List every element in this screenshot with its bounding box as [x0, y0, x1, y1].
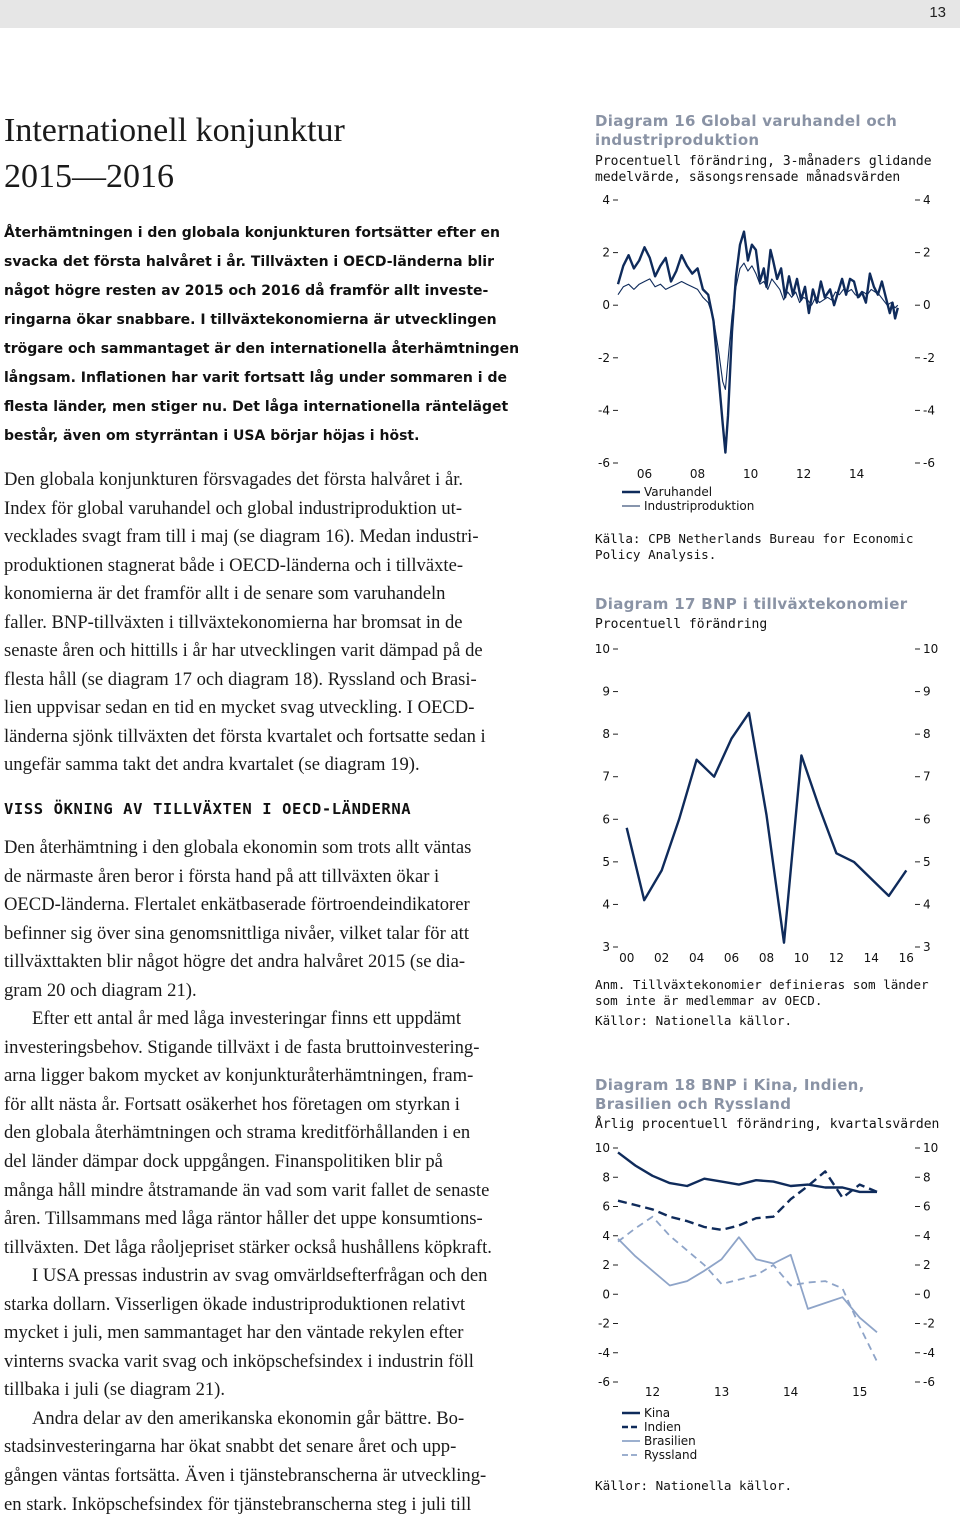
lead-line: Återhämtningen i den globala konjunkturen fortsätter efter en — [4, 225, 500, 241]
note-line: som inte är medlemmar av OECD. — [595, 993, 823, 1008]
source-line: Policy Analysis. — [595, 547, 717, 562]
y-tick-label-left: 10 — [594, 642, 610, 656]
x-tick-label: 14 — [849, 467, 865, 481]
source-line: Källa: CPB Netherlands Bureau for Economic — [595, 531, 914, 546]
section-heading: VISS ÖKNING AV TILLVÄXTEN I OECD-LÄNDERNA — [4, 800, 412, 818]
legend-label: Kina — [644, 1406, 671, 1420]
body-line: konomierna är det framför allt i de senare som varuhandeln — [4, 583, 446, 604]
title-line: Internationell konjunktur — [4, 112, 345, 149]
y-tick-label-left: 4 — [602, 1228, 610, 1243]
body-line: faller. BNP-tillväxten i tillväxtekonomierna har bromsat in de — [4, 611, 463, 633]
diagram-subtitle-line: Årlig procentuell förändring, kvartalsvärden — [595, 1117, 940, 1132]
y-tick-label-right: 5 — [923, 854, 931, 869]
y-tick-label-right: 8 — [923, 1170, 931, 1185]
body-line: Den återhämtning i den globala ekonomin som trots allt väntas — [4, 837, 472, 858]
y-tick-label-right: -4 — [923, 1345, 935, 1360]
body-line: tillväxten. Det låga råoljepriset stärker också hushållens köpkraft. — [4, 1236, 492, 1258]
y-tick-label-left: 10 — [594, 1141, 610, 1155]
body-line: arna ligger bakom mycket av konjunkturåterhämtningen, fram- — [4, 1065, 474, 1087]
legend-label: Indien — [644, 1420, 682, 1434]
y-tick-label-left: -4 — [598, 1345, 610, 1360]
body-line: senaste åren och hittills i år har utvecklingen varit dämpad på de — [4, 640, 483, 661]
body-line: för allt nästa år. Fortsatt osäkerhet hos företagen om styrkan i — [4, 1093, 460, 1115]
x-tick-label: 08 — [689, 467, 706, 481]
y-tick-label-right: -2 — [923, 350, 935, 365]
x-tick-label: 10 — [793, 951, 810, 965]
y-tick-label-right: 9 — [923, 684, 931, 699]
body-line: flesta håll (se diagram 17 och diagram 18). Ryssland och Brasi- — [4, 668, 477, 690]
legend-label: Ryssland — [644, 1448, 698, 1462]
body-line: många håll mindre åtstramande än vad som varit fallet de senaste — [4, 1179, 490, 1201]
diagram-subtitle-line: Procentuell förändring, 3-månaders glidande — [595, 154, 932, 169]
page-number: 13 — [929, 4, 946, 21]
legend-label: Brasilien — [644, 1434, 696, 1448]
y-tick-label-right: 0 — [923, 298, 931, 313]
x-tick-label: 00 — [619, 951, 635, 965]
y-tick-label-right: -6 — [923, 456, 935, 470]
body-line: en stark. Inköpschefsindex för tjänstebranscherna steg i juli till — [4, 1493, 472, 1515]
diagram-subtitle-line: Procentuell förändring — [595, 617, 768, 632]
lead-line: består, även om styrräntan i USA börjar höjas i höst. — [4, 428, 420, 444]
body-line: länderna sjönk tillväxten det första kvartalet och fortsatte sedan i — [4, 725, 486, 747]
x-tick-label: 02 — [654, 951, 670, 965]
y-tick-label-left: -6 — [598, 1375, 610, 1389]
y-tick-label-left: -2 — [598, 350, 610, 365]
body-line: gram 20 och diagram 21). — [4, 979, 197, 1001]
body-line: gången väntas fortsätta. Även i tjänstebranscherna är utveckling- — [4, 1465, 487, 1487]
y-tick-label-right: 4 — [923, 1228, 931, 1243]
y-tick-label-left: -6 — [598, 456, 610, 470]
body-line: tillbaka i juli (se diagram 21). — [4, 1379, 226, 1401]
diagram-title-line: Brasilien och Ryssland — [595, 1095, 792, 1113]
body-line: I USA pressas industrin av svag omvärldsefterfrågan och den — [32, 1265, 488, 1287]
y-tick-label-left: 9 — [602, 684, 610, 699]
body-line: vinterns svacka varit svag och inköpschefsindex i industrin föll — [4, 1350, 474, 1372]
lead-line: ringarna ökar snabbare. I tillväxtekonomierna är utvecklingen — [4, 312, 497, 328]
body-line: investeringsbehov. Stigande tillväxt i de fasta bruttoinvestering- — [4, 1036, 480, 1058]
x-tick-label: 04 — [688, 951, 705, 965]
y-tick-label-right: -2 — [923, 1316, 935, 1331]
body-line: Den globala konjunkturen försvagades det första halvåret i år. — [4, 469, 464, 490]
y-tick-label-right: -4 — [923, 403, 935, 418]
x-tick-label: 16 — [898, 951, 914, 965]
source-line: Källor: Nationella källor. — [595, 1013, 793, 1028]
title-line: 2015—2016 — [4, 158, 174, 195]
y-tick-label-right: 4 — [923, 193, 931, 207]
x-tick-label: 12 — [828, 951, 845, 965]
body-line: lien uppvisar sedan en tid en mycket svag utveckling. I OECD- — [4, 697, 475, 718]
source-line: Källor: Nationella källor. — [595, 1478, 793, 1493]
y-tick-label-right: 0 — [923, 1287, 931, 1302]
body-line: Efter ett antal år med låga investeringar finns ett uppdämt — [32, 1008, 462, 1030]
y-tick-label-left: 4 — [602, 897, 610, 912]
y-tick-label-right: -6 — [923, 1375, 935, 1389]
body-line: de närmaste åren beror i första hand på att tillväxten ökar i — [4, 865, 440, 887]
y-tick-label-right: 10 — [923, 1141, 939, 1155]
y-tick-label-right: 3 — [923, 940, 931, 954]
y-tick-label-right: 7 — [923, 769, 931, 784]
y-tick-label-left: 2 — [602, 1258, 610, 1272]
body-line: Index för global varuhandel och global industriproduktion ut- — [4, 497, 463, 519]
y-tick-label-right: 6 — [923, 1199, 931, 1214]
series-line-brasilien — [618, 1237, 877, 1332]
diagram-subtitle-line: medelvärde, säsongsrensade månadsvärden — [595, 170, 901, 185]
diagram-title-line: Diagram 17 BNP i tillväxtekonomier — [595, 595, 908, 613]
body-line: Andra delar av den amerikanska ekonomin går bättre. Bo- — [32, 1407, 465, 1429]
x-tick-label: 08 — [758, 951, 775, 965]
note-line: Anm. Tillväxtekonomier definieras som länder — [595, 977, 929, 992]
y-tick-label-left: 7 — [602, 769, 610, 784]
y-tick-label-left: 0 — [602, 1287, 610, 1302]
lead-line: svacka det första halvåret i år. Tillväxten i OECD-länderna blir — [4, 254, 494, 270]
body-line: åren. Tillsammans med låga räntor håller det uppe konsumtions- — [4, 1208, 483, 1230]
y-tick-label-left: 5 — [602, 854, 610, 869]
body-line: ungefär samma takt det andra kvartalet (se diagram 19). — [4, 754, 420, 775]
y-tick-label-left: 2 — [602, 245, 610, 260]
y-tick-label-left: 6 — [602, 1199, 610, 1214]
x-tick-label: 14 — [783, 1385, 799, 1399]
lead-line: flesta länder, men stiger nu. Det låga internationella ränteläget — [4, 399, 509, 415]
y-tick-label-left: 4 — [602, 193, 610, 207]
diagram-title-line: industriproduktion — [595, 131, 760, 149]
y-tick-label-left: 8 — [602, 727, 610, 742]
x-tick-label: 10 — [742, 467, 759, 481]
x-tick-label: 15 — [852, 1385, 868, 1399]
body-line: del länder dämpar dock uppgången. Finanspolitiken blir på — [4, 1151, 443, 1173]
x-tick-label: 13 — [713, 1385, 730, 1399]
y-tick-label-right: 6 — [923, 812, 931, 827]
diagram-18-source — [595, 1478, 792, 1494]
body-line: befinner sig över sina genomsnittliga nivåer, vilket talar för att — [4, 922, 469, 944]
y-tick-label-left: 8 — [602, 1170, 610, 1185]
y-tick-label-left: 0 — [602, 298, 610, 313]
y-tick-label-left: 3 — [602, 940, 610, 954]
x-tick-label: 12 — [795, 467, 812, 481]
y-tick-label-right: 8 — [923, 727, 931, 742]
y-tick-label-left: 6 — [602, 812, 610, 827]
body-line: den globala återhämtningen och strama kreditförhållanden i en — [4, 1122, 471, 1144]
lead-line: långsam. Inflationen har varit fortsatt låg under sommaren i de — [4, 370, 507, 386]
y-tick-label-right: 2 — [923, 1258, 931, 1272]
lead-line: trögare och sammantaget är den internationella återhämtningen — [4, 341, 520, 357]
y-tick-label-left: -2 — [598, 1316, 610, 1331]
y-tick-label-right: 2 — [923, 245, 931, 260]
legend-label: Industriproduktion — [644, 499, 755, 513]
body-line: vecklades svagt fram till i maj (se diagram 16). Medan industri- — [4, 526, 479, 547]
y-tick-label-right: 10 — [923, 642, 939, 656]
body-line: OECD-länderna. Flertalet enkätbaserade förtroendeindikatorer — [4, 894, 470, 916]
body-line: stadsinvesteringarna har ökat snabbt det senare året och upp- — [4, 1436, 457, 1458]
diagram-title-line: Diagram 18 BNP i Kina, Indien, — [595, 1076, 865, 1094]
x-tick-label: 06 — [723, 951, 740, 965]
body-line: produktionen stagnerat både i OECD-länderna och i tillväxte- — [4, 554, 464, 576]
series-line-kina — [618, 1152, 877, 1192]
diagram-title-line: Diagram 16 Global varuhandel och — [595, 112, 898, 130]
body-line: tillväxttakten blir något högre det andra halvåret 2015 (se dia- — [4, 951, 466, 973]
x-tick-label: 06 — [636, 467, 653, 481]
body-line: mycket i juli, men sammantaget har den väntade rekylen efter — [4, 1322, 464, 1344]
y-tick-label-left: -4 — [598, 403, 610, 418]
x-tick-label: 12 — [644, 1385, 661, 1399]
x-tick-label: 14 — [863, 951, 879, 965]
series-line-ryssland — [618, 1217, 877, 1362]
legend-label: Varuhandel — [644, 485, 713, 499]
lead-line: något högre resten av 2015 och 2016 då framför allt investe- — [4, 283, 489, 299]
body-line: starka dollarn. Visserligen ökade industriproduktionen relativt — [4, 1293, 466, 1315]
y-tick-label-right: 4 — [923, 897, 931, 912]
